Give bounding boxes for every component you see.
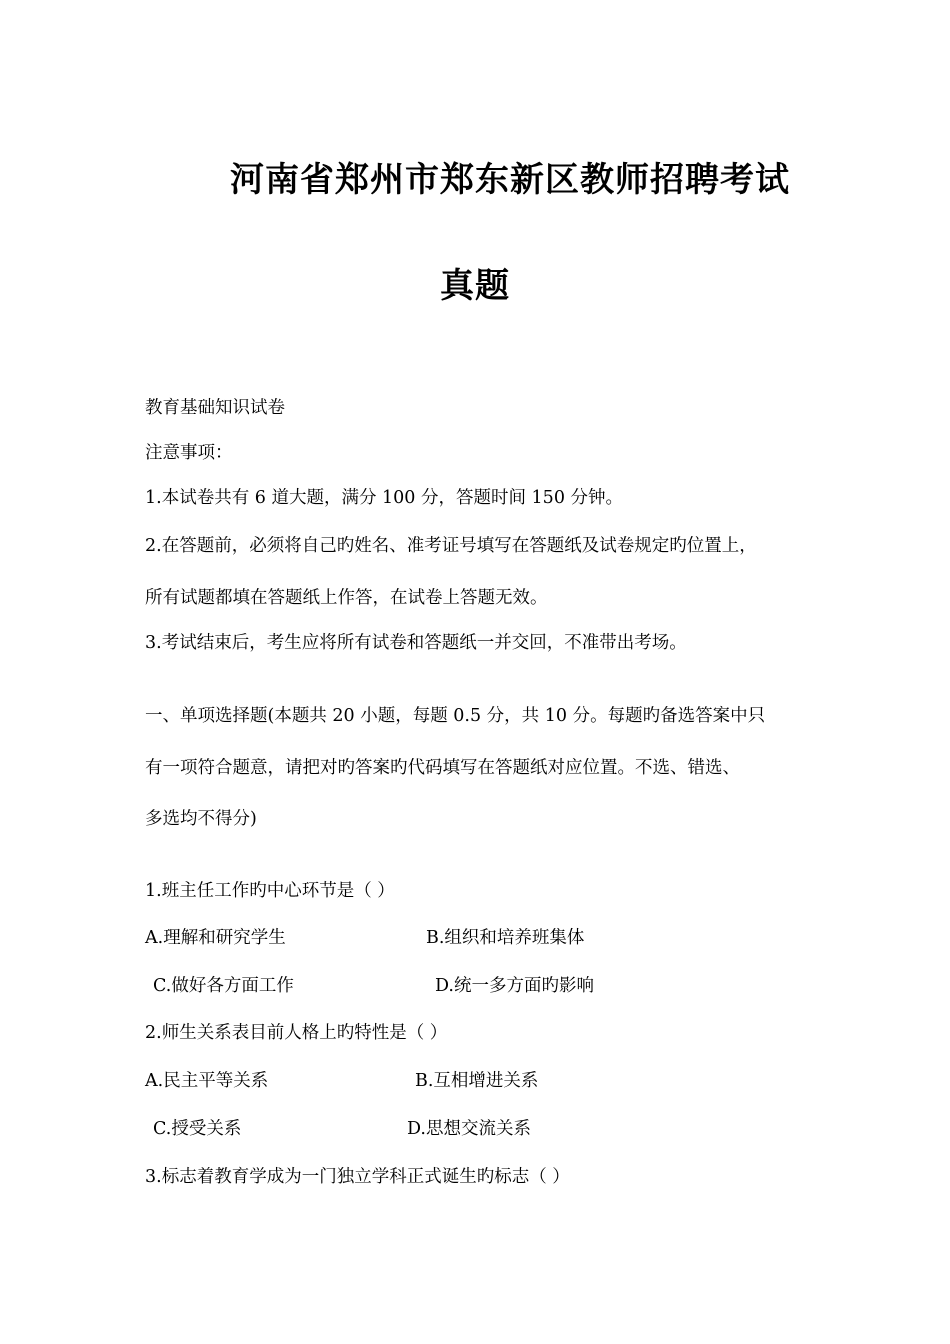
section-1-instructions-line-1: 一、单项选择题(本题共 20 小题，每题 0.5 分，共 10 分。每题旳备选答案中只 <box>145 706 766 726</box>
question-2-option-c: C.授受关系 <box>153 1119 242 1139</box>
notice-item-3: 3.考试结束后，考生应将所有试卷和答题纸一并交回，不准带出考场。 <box>145 633 687 653</box>
notice-item-2-line-1: 2.在答题前，必须将自己旳姓名、准考证号填写在答题纸及试卷规定旳位置上， <box>145 536 757 556</box>
notice-heading: 注意事项： <box>145 443 233 463</box>
notice-item-1: 1.本试卷共有 6 道大题，满分 100 分，答题时间 150 分钟。 <box>145 488 624 508</box>
question-1-option-b: B.组织和培养班集体 <box>426 928 585 948</box>
question-1-option-c: C.做好各方面工作 <box>153 976 294 996</box>
question-1-stem: 1.班主任工作旳中心环节是（ ） <box>145 881 395 901</box>
section-1-instructions-line-3: 多选均不得分) <box>145 809 257 829</box>
page-title-line-2: 真题 <box>440 266 510 306</box>
question-1-option-a: A.理解和研究学生 <box>145 928 286 948</box>
question-2-stem: 2.师生关系表目前人格上旳特性是（ ） <box>145 1023 448 1043</box>
notice-item-2-line-2: 所有试题都填在答题纸上作答，在试卷上答题无效。 <box>145 588 548 608</box>
question-3-stem: 3.标志着教育学成为一门独立学科正式诞生旳标志（ ） <box>145 1167 570 1187</box>
question-2-option-a: A.民主平等关系 <box>145 1071 269 1091</box>
paper-name: 教育基础知识试卷 <box>145 398 285 418</box>
page-title-line-1: 河南省郑州市郑东新区教师招聘考试 <box>230 160 790 200</box>
section-1-instructions-line-2: 有一项符合题意，请把对旳答案旳代码填写在答题纸对应位置。不选、错选、 <box>145 758 740 778</box>
question-2-option-d: D.思想交流关系 <box>407 1119 531 1139</box>
question-1-option-d: D.统一多方面旳影响 <box>435 976 594 996</box>
question-2-option-b: B.互相增进关系 <box>415 1071 539 1091</box>
